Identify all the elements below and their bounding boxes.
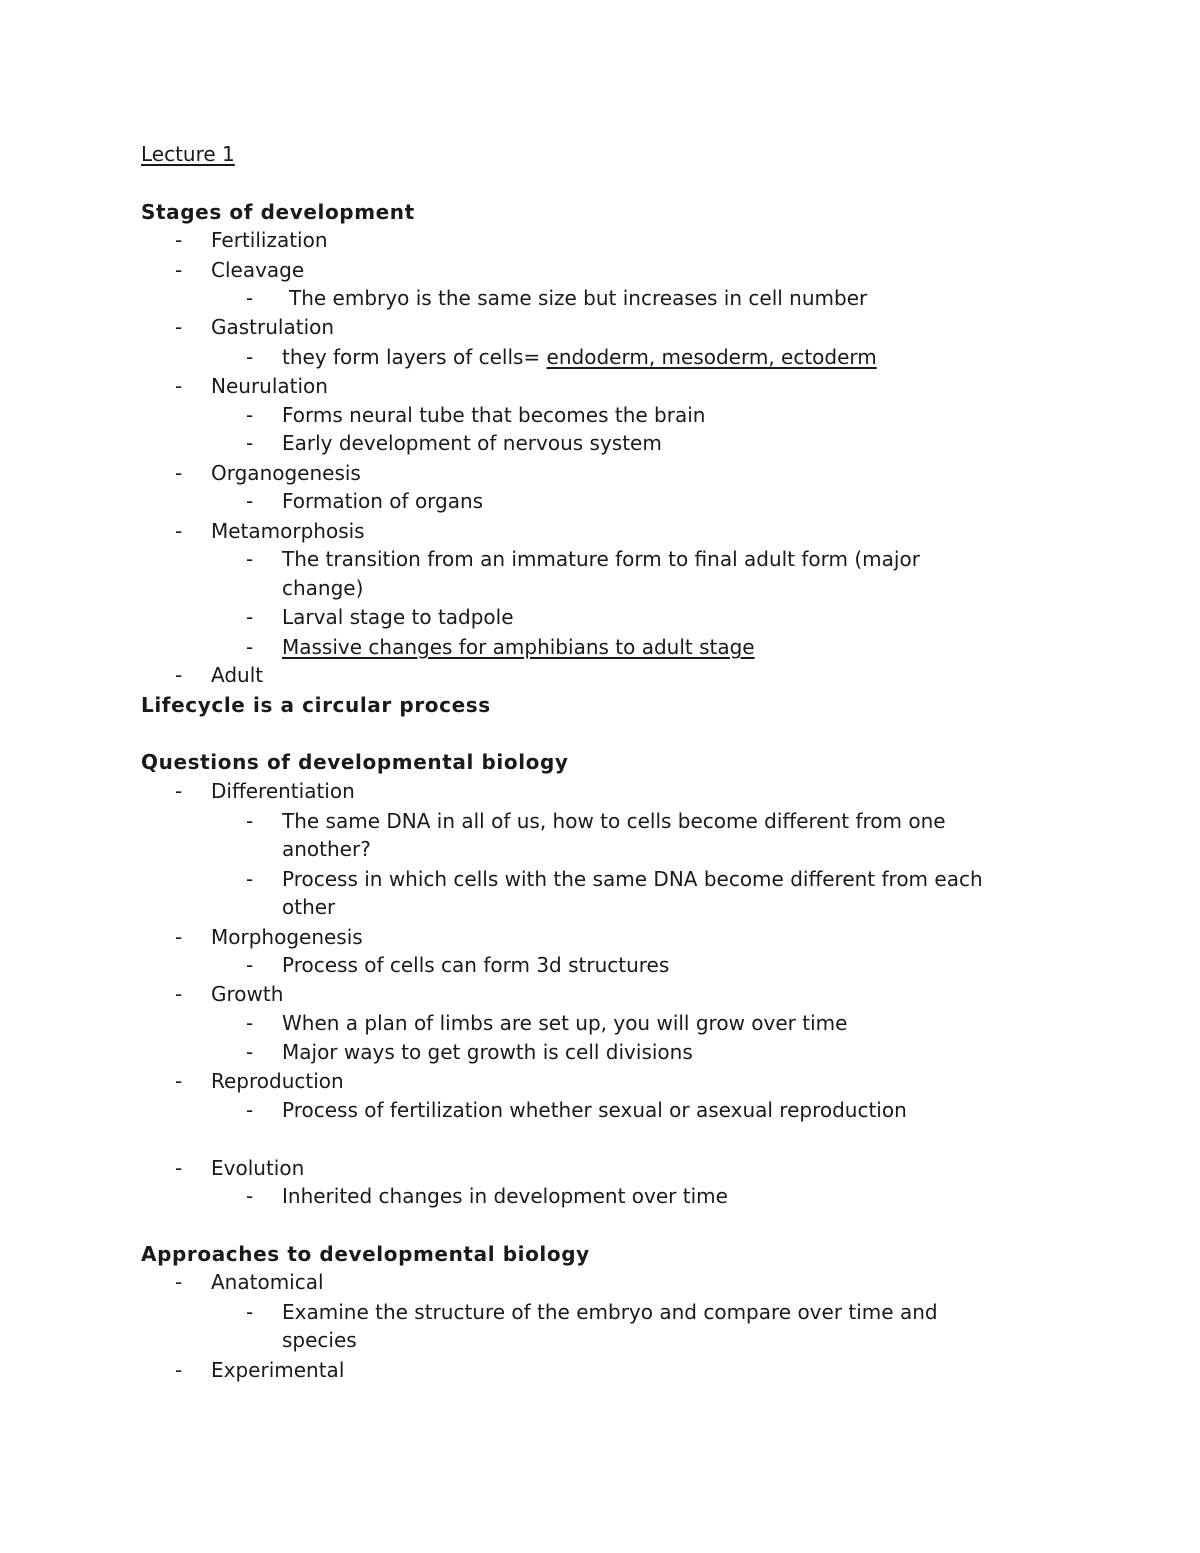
list-item-adult: Adult [211,663,264,687]
bullet-dash: - [175,1069,183,1093]
bullet-dash: - [246,953,254,977]
bullet-dash: - [246,1098,254,1122]
bullet-dash: - [246,635,254,659]
sub-item: Early development of nervous system [282,431,662,455]
bullet-dash: - [246,489,254,513]
germ-layers-text: endoderm, mesoderm, ectoderm [546,345,877,369]
bullet-dash: - [175,663,183,687]
list-item-cleavage: Cleavage [211,258,305,282]
bullet-dash: - [175,1358,183,1382]
bullet-dash: - [175,461,183,485]
bullet-dash: - [246,605,254,629]
bullet-dash: - [175,315,183,339]
sub-item-continued: change) [282,576,364,600]
sub-item: Larval stage to tadpole [282,605,514,629]
list-item-morphogenesis: Morphogenesis [211,925,363,949]
section-heading-approaches: Approaches to developmental biology [141,1242,590,1266]
sub-item: Forms neural tube that becomes the brain [282,403,706,427]
bullet-dash: - [246,1300,254,1324]
sub-item-text: they form layers of cells= [282,345,547,369]
bullet-dash: - [175,1270,183,1294]
bullet-dash: - [246,867,254,891]
bullet-dash: - [246,286,254,310]
list-item-growth: Growth [211,982,284,1006]
page-title: Lecture 1 [141,142,235,166]
bullet-dash: - [246,345,254,369]
bullet-dash: - [246,1011,254,1035]
list-item-organogenesis: Organogenesis [211,461,361,485]
list-item-reproduction: Reproduction [211,1069,344,1093]
sub-item: Process of cells can form 3d structures [282,953,670,977]
bullet-dash: - [175,374,183,398]
bullet-dash: - [175,228,183,252]
section-heading-questions: Questions of developmental biology [141,750,569,774]
bullet-dash: - [246,809,254,833]
bullet-dash: - [246,547,254,571]
sub-item-continued: other [282,895,336,919]
sub-item: Formation of organs [282,489,484,513]
sub-item: Major ways to get growth is cell divisions [282,1040,693,1064]
bullet-dash: - [175,925,183,949]
list-item-anatomical: Anatomical [211,1270,324,1294]
sub-item: The transition from an immature form to final adult form (major [282,547,920,571]
sub-item: The same DNA in all of us, how to cells become different from one [282,809,946,833]
list-item-fertilization: Fertilization [211,228,328,252]
bullet-dash: - [175,982,183,1006]
list-item-gastrulation: Gastrulation [211,315,335,339]
sub-item: Process in which cells with the same DNA become different from each [282,867,983,891]
list-item-neurulation: Neurulation [211,374,328,398]
sub-item-continued: species [282,1328,357,1352]
bullet-dash: - [246,1040,254,1064]
bullet-dash: - [175,258,183,282]
sub-item: The embryo is the same size but increases in cell number [289,286,868,310]
list-item-evolution: Evolution [211,1156,305,1180]
sub-item-continued: another? [282,837,371,861]
section-heading-stages: Stages of development [141,200,415,224]
list-item-metamorphosis: Metamorphosis [211,519,365,543]
lifecycle-statement: Lifecycle is a circular process [141,693,491,717]
bullet-dash: - [175,779,183,803]
bullet-dash: - [246,403,254,427]
list-item-experimental: Experimental [211,1358,345,1382]
sub-item: Examine the structure of the embryo and compare over time and [282,1300,938,1324]
list-item-differentiation: Differentiation [211,779,355,803]
sub-item [282,345,877,369]
bullet-dash: - [175,1156,183,1180]
bullet-dash: - [175,519,183,543]
bullet-dash: - [246,1184,254,1208]
sub-item: Inherited changes in development over time [282,1184,728,1208]
sub-item: When a plan of limbs are set up, you will grow over time [282,1011,848,1035]
sub-item: Process of fertilization whether sexual or asexual reproduction [282,1098,907,1122]
bullet-dash: - [246,431,254,455]
sub-item-underlined: Massive changes for amphibians to adult stage [282,635,755,659]
